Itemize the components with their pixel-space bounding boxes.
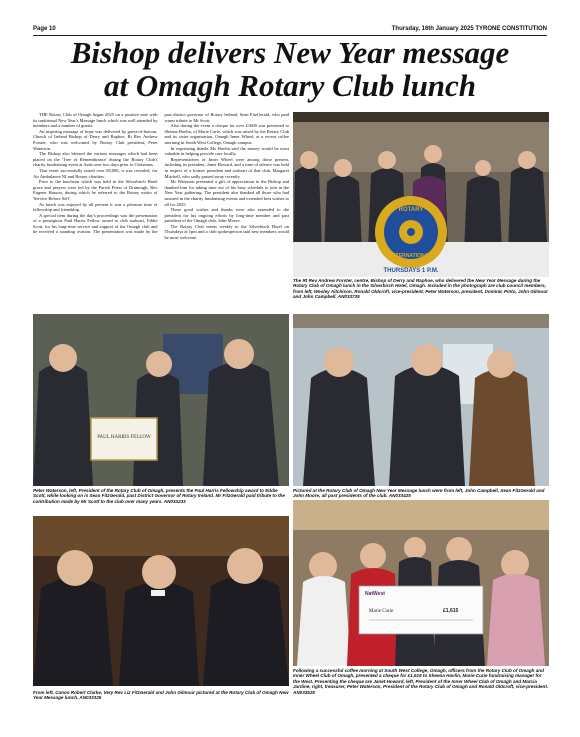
article-paragraph: Mr Waterson presented a gift of appreciation to the Bishop and thanked him for taking time out of his busy schedule to join in the New Year gathering. The president also thanked all those who had assisted in the charity fundraising events and extended best wishes to all for 2025. [164,179,289,207]
headline-line-2: at Omagh Rotary Club lunch [103,68,477,103]
caption-photo-2: Peter Waterson, left, President of the Rotary Club of Omagh, presents the Paul Harris Fellowship award to Eddie Scott, while looking on is Sean FitzGerald, past District Governor of Rotary Ireland. Mr FitzGerald paid tribute to the contribution made by Mr Scott to the club over many years. AN033233 [33,488,285,504]
article-paragraph: That event successfully raised over £8,000, it was revealed, for Air Ambulance NI and Rotary charities. [33,167,158,179]
caption-photo-4: From left, Canon Robert Clarke, Very Rev Liz FitzGerald and John Gilmour pictured at the Rotary Club of Omagh New Year Message lunch. AN033325 [33,690,289,701]
cheque-payee: Marie Curie [369,609,394,614]
article-paragraph: As lunch was enjoyed by all present it was a pleasure time of fellowship and friendship. [33,201,158,213]
article-body [33,112,289,310]
cheque-bank: NatWest [365,591,385,597]
article-paragraph: THE Rotary Club of Omagh began 2025 on a positive note with its traditional New Year's Message lunch which was well attended by members and a number of guests. [33,112,158,129]
emblem-top-text: ROTARY [398,207,424,213]
emblem-ring-text: INTERNATIONAL [390,253,432,259]
article-paragraph: These good wishes and thanks were also extended to the president for his ongoing efforts by long-time member and past president of the Omagh club, John Moore. [164,207,289,224]
caption-photo-1: The Rt Rev Andrew Forster, centre, Bishop of Derry and Raphoe, who delivered the New Year Message during the Rotary Club of Omagh lunch in the Silverbirch Hotel, Omagh. Included in the photograph are club council members, from left, Wesley Aitchison, Ronald Oldcroft, vice-president, Peter Waterson, president, Dominic Pinto, John Gilmour and John Campbell. AN033725 [293,278,548,300]
dateline: Thursday, 16th January 2025 TYRONE CONSTITUTION [391,26,547,32]
article-paragraph: An inspiring message of hope was delivered by guest-of-honour, Church of Ireland Bishop of Derry and Raphoe, Rt Rev Andrew Forster, who was welcomed by Rotary Club president, Peter Waterson. [33,128,158,151]
photo-clergy [33,516,289,686]
photo-past-presidents [293,314,549,486]
cheque-amount: £1,615 [443,608,459,614]
headline-line-1: Bishop delivers New Year message [70,35,510,70]
caption-photo-5: Following a successful coffee morning at South West College, Omagh, officers from the Rotary Club of Omagh and Inner Wheel Club of Omagh, presented a cheque for £1,615 to Sheena Havlin, Marie Curie fundraising manager for the West. Presenting the cheque are Janet Howard, left, President of the Inner Wheel Club of Omagh and Marcia Jardine, right, treasurer, Peter Waterson, President of the Rotary Club of Omagh and Ronald Oldcroft, vice-president. AN033525 [293,668,549,695]
photo-bishop-group [293,112,549,277]
photo-paul-harris-award [33,314,289,486]
headline [33,36,547,102]
certificate-text: PAUL HARRIS FELLOW [97,435,151,440]
article-paragraph: Representatives of Inner Wheel were among those present, including its president, Janet Howard, and a time of silence was held in respect of a former president and stalwart of that club, Margaret Mitchell, who sadly passed away recently. [164,156,289,179]
page-number: Page 10 [33,26,56,32]
caption-photo-3: Pictured at the Rotary Club of Omagh New Year Message lunch were from left, John Campbell, Sean FitzGerald and John Moore, all past presidents of the club. AN033425 [293,488,545,499]
article-paragraph: A special item during the day's proceedings was the presentation of a prestigious Paul Harris Fellow award to club stalwart, Eddie Scott, for his long-time service and support of the Omagh club and he received a standing ovation. The presentation was made by the past district governor of Rotary Ireland, Sean FitzGerald, who paid warm tribute to Mr Scott. [33,112,289,235]
article-paragraph: The Rotary Club meets weekly in the Silverbirch Hotel on Thursdays at 1pm and a club spokesperson said new members would be most welcome. [164,223,289,241]
article-paragraph: In expressing thanks Ms Havlin said the money would be most valuable in helping provide care locally. [164,145,289,157]
emblem-bottom-text: THURSDAYS 1 P.M. [383,268,439,274]
article-paragraph: The Bishop also blessed the various messages which had been placed on the 'Tree of Remembrance' during the Rotary Club's charity fundraising event at Asda over two days prior to Christmas. [33,151,158,168]
photo-cheque-presentation [293,500,549,666]
article-paragraph: Also during the event a cheque for over £1600 was presented to Sheena Havlin, of Marie Curie, which was raised by the Rotary Club and its sister organisation, Omagh Inner Wheel, at a recent coffee morning in South West College, Omagh campus. [164,123,289,145]
article-paragraph: Prior to the luncheon which was held in the Silverbirch Hotel grace and prayers were led by the Parish Priest of Drumragh, Rev Eugene Hasson, during which he referred to the Rotary motto of 'Service Before Self'. [33,179,158,201]
